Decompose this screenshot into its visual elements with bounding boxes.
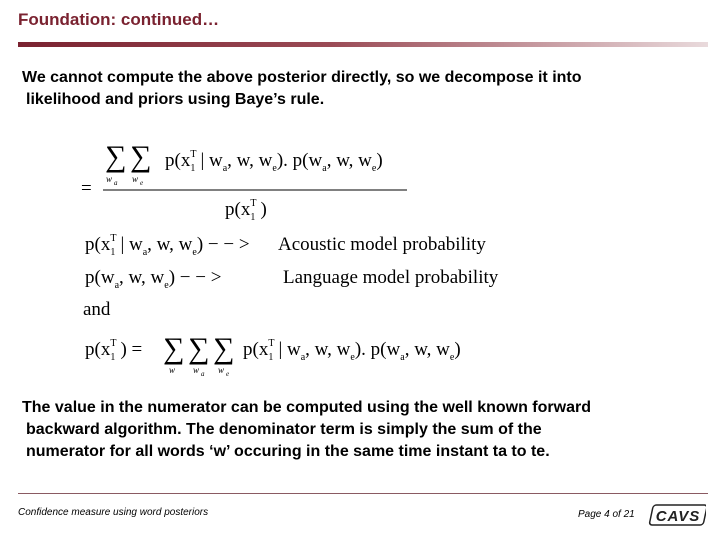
sum-sign: ∑ — [130, 140, 152, 173]
acoustic-label: Acoustic model probability — [278, 234, 486, 255]
sum-index: w — [132, 174, 139, 184]
equation-block — [75, 140, 545, 380]
denominator: $p(x_1T$ ) — [225, 198, 267, 223]
slide-title: Foundation: continued… — [18, 10, 220, 29]
sum-sign: ∑ — [105, 140, 127, 173]
intro-paragraph — [22, 67, 702, 111]
page-number: Page 4 of 21 — [578, 509, 635, 520]
sum-index: e — [140, 179, 144, 187]
language-expression: $p(w_a$, w, $w_e$) − − > — [85, 267, 222, 291]
footer-caption: Confidence measure using word posteriors — [18, 507, 209, 518]
sum-index: w — [169, 365, 176, 375]
sum-sign: ∑ — [163, 332, 185, 365]
equals-sign: = — [81, 178, 92, 199]
sum-index: w — [193, 365, 200, 375]
explanation-line-3: numerator for all words ‘w’ occuring in the same time instant ta to te. — [26, 443, 550, 460]
acoustic-expression: $p(x_1T$ | $w_a$, w, $w_e$) − − > — [85, 233, 250, 258]
sum-index: a — [114, 179, 118, 187]
intro-line-2: likelihood and priors using Baye’s rule. — [26, 91, 325, 108]
sum-index: a — [201, 370, 205, 378]
sum-index: w — [106, 174, 113, 184]
denominator-expression: $p(x_1T$ ) = — [85, 338, 143, 363]
sum-sign: ∑ — [213, 332, 235, 365]
cavs-logo — [648, 502, 706, 528]
explanation-line-1: The value in the numerator can be computed using the well known forward — [22, 399, 591, 416]
language-label: Language model probability — [283, 267, 499, 288]
joint-expression: $p(x_1T$ | $w_a$, w, $w_e$). $p(w_a$, w, $w_e$) — [243, 338, 461, 363]
sum-index: w — [218, 365, 225, 375]
sum-index: e — [226, 370, 230, 378]
footer-divider — [18, 493, 708, 494]
sum-sign: ∑ — [188, 332, 210, 365]
svg-text:CAVS: CAVS — [655, 508, 701, 525]
explanation-paragraph — [22, 397, 712, 463]
explanation-line-2: backward algorithm. The denominator term is simply the sum of the — [26, 421, 542, 438]
intro-line-1: We cannot compute the above posterior directly, so we decompose it into — [22, 69, 582, 86]
and-word: and — [83, 299, 111, 320]
title-divider — [18, 42, 708, 47]
equations-figure — [75, 140, 545, 380]
numerator: $p(x_1T$ | $w_a$, w, $w_e$). $p(w_a$, w, $w_e$) — [165, 149, 383, 174]
